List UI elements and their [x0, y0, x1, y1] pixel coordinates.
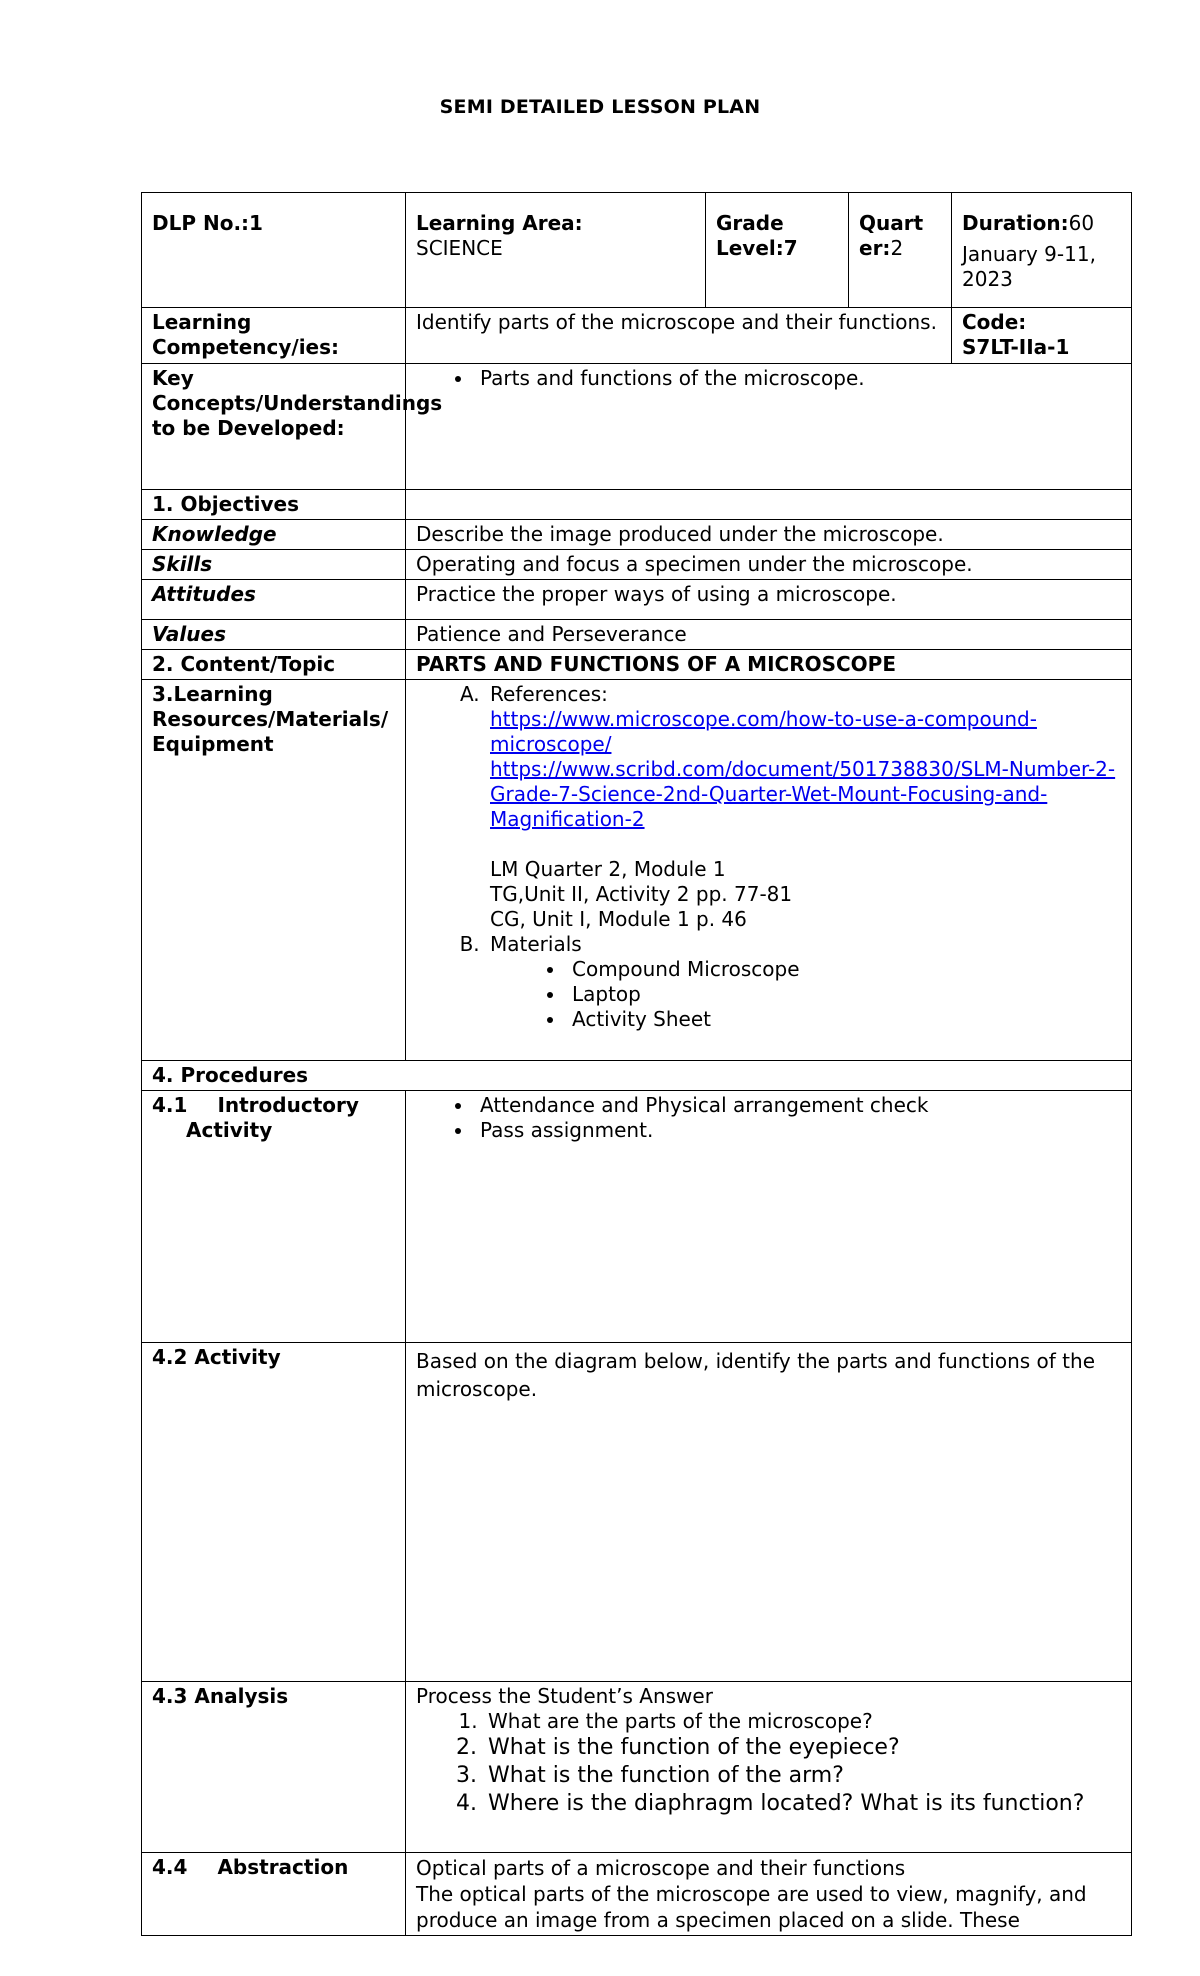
resources-label-cell	[142, 680, 406, 1061]
objectives-empty-cell	[406, 490, 1132, 520]
code-cell	[952, 308, 1132, 364]
skills-row	[142, 550, 1132, 580]
abstraction-value-cell	[406, 1853, 1132, 1936]
key-concept-item: • Parts and functions of the microscope.	[474, 366, 1121, 391]
duration-value: 60	[1068, 211, 1095, 235]
analysis-label: 4.3 Analysis	[152, 1684, 289, 1708]
key-concepts-row	[142, 364, 1132, 490]
procedures-row	[142, 1061, 1132, 1091]
reference-line: TG,Unit II, Activity 2 pp. 77-81	[490, 882, 793, 906]
activity-value-cell	[406, 1343, 1132, 1682]
introductory-activity-row	[142, 1091, 1132, 1343]
introductory-label: Introductory	[217, 1093, 359, 1117]
abstraction-line: Optical parts of a microscope and their functions	[416, 1856, 906, 1880]
analysis-question: 1. What are the parts of the microscope?	[484, 1709, 1121, 1734]
procedures-label-cell	[142, 1061, 1132, 1091]
activity-label-cell	[142, 1343, 406, 1682]
abstraction-label: Abstraction	[217, 1855, 349, 1879]
values-value-cell	[406, 620, 1132, 650]
activity-label: 4.2 Activity	[152, 1345, 281, 1369]
quarter-label: Quart er:	[859, 211, 924, 260]
analysis-question: 2. What is the function of the eyepiece?	[484, 1734, 1121, 1762]
skills-label: Skills	[152, 552, 213, 576]
knowledge-label-cell	[142, 520, 406, 550]
material-item: • Compound Microscope	[566, 957, 1121, 982]
competency-value: Identify parts of the microscope and their functions.	[416, 310, 937, 334]
material-item: • Laptop	[566, 982, 1121, 1007]
content-label-cell	[142, 650, 406, 680]
analysis-question: 3. What is the function of the arm?	[484, 1762, 1121, 1790]
introductory-label-cell	[142, 1091, 406, 1343]
learning-area-value: SCIENCE	[416, 236, 503, 260]
grade-cell	[706, 193, 849, 308]
attitudes-value: Practice the proper ways of using a microscope.	[416, 582, 897, 606]
content-label: 2. Content/Topic	[152, 652, 336, 676]
key-concepts-label: Key Concepts/Understandings to be Developed:	[152, 366, 443, 440]
skills-label-cell	[142, 550, 406, 580]
material-item: • Activity Sheet	[566, 1007, 1121, 1032]
learning-area-cell	[406, 193, 706, 308]
abstraction-num: 4.4	[152, 1855, 188, 1879]
materials-label: Materials	[490, 932, 582, 956]
introductory-value-cell	[406, 1091, 1132, 1343]
attitudes-label-cell	[142, 580, 406, 620]
skills-value: Operating and focus a specimen under the microscope.	[416, 552, 973, 576]
content-value-cell	[406, 650, 1132, 680]
attitudes-label: Attitudes	[152, 582, 256, 606]
analysis-row	[142, 1682, 1132, 1853]
competency-label-cell	[142, 308, 406, 364]
introductory-num: 4.1	[152, 1093, 188, 1117]
introductory-item: • Pass assignment.	[474, 1118, 1121, 1143]
duration-label: Duration:	[962, 211, 1069, 235]
quarter-value: 2	[890, 236, 904, 260]
duration-cell	[952, 193, 1132, 308]
analysis-value-cell	[406, 1682, 1132, 1853]
grade-label: Grade Level:7	[716, 211, 798, 260]
knowledge-value: Describe the image produced under the microscope.	[416, 522, 944, 546]
objectives-label: 1. Objectives	[152, 492, 299, 516]
code-label: Code:	[962, 310, 1027, 334]
abstraction-line: The optical parts of the microscope are used to view, magnify, and produce an image from a specimen placed on a slide. These	[416, 1882, 1087, 1932]
values-value: Patience and Perseverance	[416, 622, 687, 646]
competency-label: Learning Competency/ies:	[152, 310, 340, 359]
knowledge-label: Knowledge	[152, 522, 277, 546]
materials-item	[486, 932, 1121, 957]
references-item	[486, 682, 1121, 932]
competency-row	[142, 308, 1132, 364]
code-value: S7LT-IIa-1	[962, 335, 1070, 359]
values-label: Values	[152, 622, 226, 646]
reference-line: LM Quarter 2, Module 1	[490, 857, 726, 881]
reference-link-2[interactable]: https://www.scribd.com/document/501738830/SLM-Number-2-Grade-7-Science-2nd-Quarter-Wet-Mount-Focusing-and-Magnification-2	[490, 757, 1116, 831]
reference-link-1[interactable]: https://www.microscope.com/how-to-use-a-compound-microscope/	[490, 707, 1037, 756]
abstraction-label-cell	[142, 1853, 406, 1936]
quarter-cell	[849, 193, 952, 308]
values-label-cell	[142, 620, 406, 650]
introductory-label-2: Activity	[186, 1118, 273, 1142]
page-title: SEMI DETAILED LESSON PLAN	[439, 96, 761, 118]
key-concepts-label-cell	[142, 364, 443, 490]
objectives-label-cell	[142, 490, 406, 520]
lesson-plan-table	[141, 192, 1132, 1936]
introductory-item: • Attendance and Physical arrangement check	[474, 1093, 1121, 1118]
objectives-row	[142, 490, 1132, 520]
values-row	[142, 620, 1132, 650]
analysis-intro: Process the Student’s Answer	[416, 1684, 713, 1708]
knowledge-row	[142, 520, 1132, 550]
abstraction-row	[142, 1853, 1132, 1936]
competency-value-cell	[406, 308, 952, 364]
resources-value-cell	[406, 680, 1132, 1061]
knowledge-value-cell	[406, 520, 1132, 550]
procedures-label: 4. Procedures	[152, 1063, 309, 1087]
learning-area-label: Learning Area:	[416, 211, 583, 235]
key-concepts-value-cell	[406, 364, 1132, 490]
reference-line: CG, Unit I, Module 1 p. 46	[490, 907, 747, 931]
resources-row	[142, 680, 1132, 1061]
attitudes-value-cell	[406, 580, 1132, 620]
dlp-label: DLP No.:1	[152, 211, 263, 235]
content-row	[142, 650, 1132, 680]
analysis-question: 4. Where is the diaphragm located? What is its function?	[484, 1790, 1121, 1818]
activity-value: Based on the diagram below, identify the parts and functions of the microscope.	[416, 1349, 1095, 1401]
resources-label: 3.Learning Resources/Materials/ Equipment	[152, 682, 389, 756]
skills-value-cell	[406, 550, 1132, 580]
content-value: PARTS AND FUNCTIONS OF A MICROSCOPE	[416, 652, 896, 676]
header-row	[142, 193, 1132, 308]
lesson-date: January 9-11, 2023	[962, 242, 1096, 291]
analysis-label-cell	[142, 1682, 406, 1853]
activity-row	[142, 1343, 1132, 1682]
dlp-cell	[142, 193, 406, 308]
references-label: References:	[490, 682, 608, 706]
attitudes-row	[142, 580, 1132, 620]
